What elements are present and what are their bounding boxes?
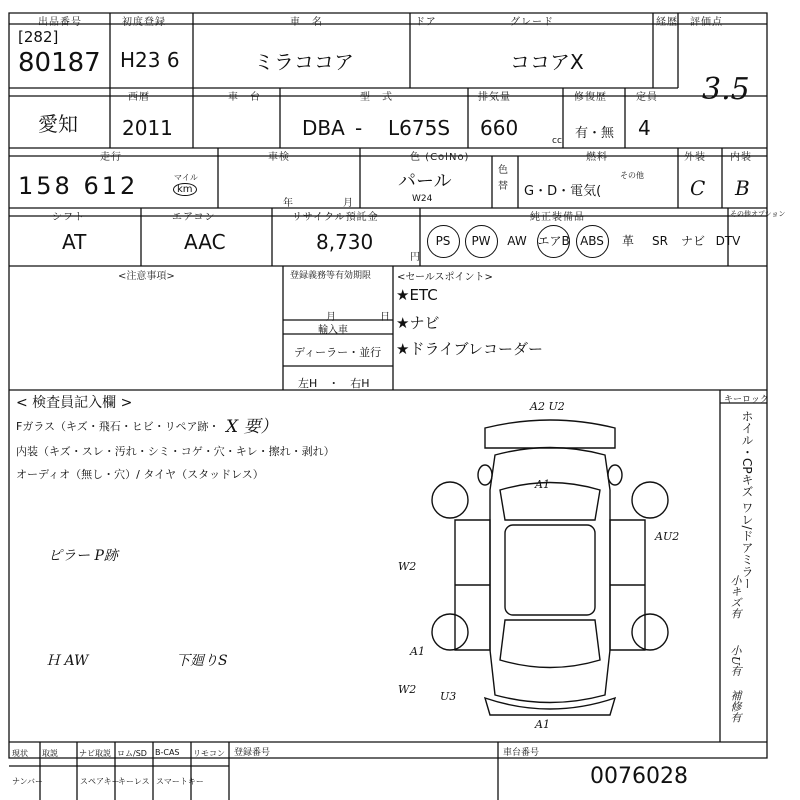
car-damage-diagram bbox=[405, 400, 695, 740]
model-prefix: DBA bbox=[302, 116, 345, 140]
grade-label: グレード bbox=[510, 17, 554, 28]
score-value: 3.5 bbox=[702, 72, 750, 107]
sales-label: <セールスポイント> bbox=[397, 272, 493, 283]
side-note-2: ワレ/ドアミラー bbox=[740, 501, 754, 590]
handwritten-note-1: ピラー P跡 bbox=[48, 548, 118, 564]
equipment-item bbox=[500, 225, 534, 258]
year: 2011 bbox=[122, 116, 173, 140]
equipment-item bbox=[612, 225, 644, 258]
first-reg-label: 初度登録 bbox=[122, 17, 166, 28]
chassis-label: 車 台 bbox=[228, 92, 261, 103]
footer-tab-bottom: スペアキー bbox=[80, 777, 120, 786]
grade: ココアX bbox=[510, 50, 584, 74]
damage-mark: A1 bbox=[535, 718, 550, 731]
fuel: G・D・電気( bbox=[524, 184, 602, 199]
damage-mark: A1 bbox=[410, 645, 425, 658]
model-dash: - bbox=[355, 116, 363, 140]
sales-point-2: ★ナビ bbox=[396, 314, 440, 332]
ac: AAC bbox=[184, 230, 226, 254]
exterior-label: 外装 bbox=[684, 152, 706, 163]
yen-unit: 円 bbox=[410, 252, 420, 263]
score-label: 評価点 bbox=[690, 17, 723, 28]
notes-label: <注意事項> bbox=[118, 271, 175, 282]
reg-day-unit: 日 bbox=[380, 312, 390, 323]
displacement-label: 排気量 bbox=[478, 92, 511, 103]
handwritten-note-2: Ｈ AW bbox=[46, 653, 89, 669]
cc-unit: cc bbox=[552, 136, 562, 146]
damage-mark: U3 bbox=[440, 690, 457, 703]
damage-mark: A2 U2 bbox=[530, 400, 565, 413]
footer-tab-top: 現状 bbox=[12, 749, 28, 758]
dealer-parallel: ディーラー・並行 bbox=[294, 346, 382, 359]
capacity: 4 bbox=[638, 116, 651, 140]
mileage-label: 走行 bbox=[100, 152, 122, 163]
equipment-label: AW bbox=[507, 234, 527, 248]
repair-value: 有・無 bbox=[575, 126, 615, 141]
damage-mark: W2 bbox=[398, 560, 417, 573]
equipment-label: 革 bbox=[621, 234, 634, 248]
footer-tab-top: B-CAS bbox=[155, 748, 180, 757]
footer-tab-top: ロム/SD bbox=[117, 749, 147, 758]
side-note-5: 補修有 bbox=[729, 690, 742, 723]
side-notes bbox=[736, 410, 758, 730]
mile-unit: マイル bbox=[174, 173, 198, 182]
capacity-label: 定員 bbox=[636, 92, 658, 103]
km-unit: km bbox=[173, 183, 197, 196]
equipment-list bbox=[424, 225, 766, 261]
equipment-item bbox=[462, 225, 500, 258]
keylock-label: キーロック bbox=[724, 395, 769, 405]
equip-label: 純正装備品 bbox=[530, 212, 585, 223]
year-label: 西暦 bbox=[128, 92, 150, 103]
other-option-label: その他オプション bbox=[730, 210, 786, 218]
side-note-4: 小U有 bbox=[729, 645, 742, 677]
footer-tab-bottom: キーレス bbox=[118, 777, 150, 786]
color-code: W24 bbox=[412, 194, 433, 204]
car-name: ミラココア bbox=[254, 50, 354, 74]
footer-tab-top: リモコン bbox=[193, 749, 225, 758]
interior-grade: B bbox=[735, 176, 750, 200]
shaken-year-unit: 年 bbox=[283, 198, 293, 209]
inspector-line-1-mark: X 要） bbox=[226, 417, 278, 437]
chassis-number-label: 車台番号 bbox=[503, 748, 540, 758]
car-name-label: 車 名 bbox=[290, 17, 323, 28]
shift-label: シフト bbox=[52, 212, 85, 223]
damage-mark: AU2 bbox=[655, 530, 680, 543]
shaken-label: 車検 bbox=[268, 152, 290, 163]
inspector-line-3: オーディオ（無し・穴）/ タイヤ（スタッドレス） bbox=[16, 468, 264, 481]
shaken-month-unit: 月 bbox=[343, 198, 353, 209]
footer-tab-bottom: ナンバー bbox=[12, 777, 44, 786]
handwritten-note-3: 下廻りS bbox=[176, 653, 228, 669]
equipment-label: DTV bbox=[715, 234, 741, 248]
lot-number: 80187 bbox=[18, 48, 101, 78]
equipment-item bbox=[534, 225, 572, 258]
steering-side: 左H ・ 右H bbox=[298, 377, 370, 390]
displacement: 660 bbox=[480, 116, 519, 140]
lot-label: 出品番号 bbox=[38, 17, 82, 28]
sales-point-3: ★ドライブレコーダー bbox=[396, 340, 543, 358]
inspector-title: < 検査員記入欄 > bbox=[16, 395, 133, 411]
history-label: 経歴 bbox=[656, 17, 678, 28]
sales-point-1: ★ETC bbox=[396, 286, 438, 304]
recycle-label: リサイクル預託金 bbox=[292, 212, 379, 223]
side-note-3: 小キズ有 bbox=[729, 575, 742, 619]
equipment-label: PW bbox=[465, 225, 498, 258]
equipment-label: エアB bbox=[537, 225, 570, 258]
shift: AT bbox=[62, 230, 87, 254]
repair-label: 修復歴 bbox=[574, 92, 607, 103]
color-label: 色 (ColNo) bbox=[410, 152, 470, 163]
color: パール bbox=[398, 171, 452, 192]
color-change-label: 色替 bbox=[498, 165, 508, 192]
equipment-item bbox=[572, 225, 612, 258]
equipment-item bbox=[710, 225, 746, 258]
equipment-label: ナビ bbox=[680, 234, 705, 248]
equipment-item bbox=[644, 225, 676, 258]
equipment-label: SR bbox=[652, 234, 668, 248]
footer-tab-top: ナビ取説 bbox=[79, 749, 111, 758]
exterior-grade: C bbox=[690, 176, 706, 200]
model-code: L675S bbox=[388, 116, 451, 140]
reg-expiry-label: 登録義務等有効期限 bbox=[290, 271, 372, 281]
equipment-label: PS bbox=[427, 225, 460, 258]
ac-label: エアコン bbox=[172, 212, 216, 223]
interior-label: 内装 bbox=[730, 152, 752, 163]
door-label: ドア bbox=[415, 17, 437, 28]
damage-mark: A1 bbox=[535, 478, 550, 491]
fuel-other: その他 bbox=[620, 171, 644, 180]
location: 愛知 bbox=[38, 112, 78, 136]
lot-prefix: [282] bbox=[18, 28, 59, 46]
equipment-label: ABS bbox=[576, 225, 609, 258]
reg-month-unit: 月 bbox=[326, 312, 336, 323]
damage-mark: W2 bbox=[398, 683, 417, 696]
inspector-line-2: 内装（キズ・スレ・汚れ・シミ・コゲ・穴・キレ・擦れ・剥れ） bbox=[16, 445, 335, 458]
side-note-1: ホイル・CPキズ bbox=[740, 410, 754, 498]
equipment-item bbox=[424, 225, 462, 258]
model-label: 型 式 bbox=[360, 92, 393, 103]
fuel-label: 燃料 bbox=[586, 152, 608, 163]
equipment-item bbox=[676, 225, 710, 258]
footer-tab-top: 取説 bbox=[42, 749, 58, 758]
recycle: 8,730 bbox=[316, 230, 374, 254]
mileage: 158 612 bbox=[18, 172, 139, 200]
import-label: 輸入車 bbox=[318, 325, 348, 336]
chassis-number: 0076028 bbox=[590, 764, 688, 789]
first-reg: H23 6 bbox=[120, 48, 180, 72]
footer-tab-bottom: スマートキー bbox=[156, 777, 204, 786]
inspector-line-1: Fガラス（キズ・飛石・ヒビ・リペア跡・ bbox=[16, 420, 220, 433]
reg-number-label: 登録番号 bbox=[234, 748, 271, 758]
